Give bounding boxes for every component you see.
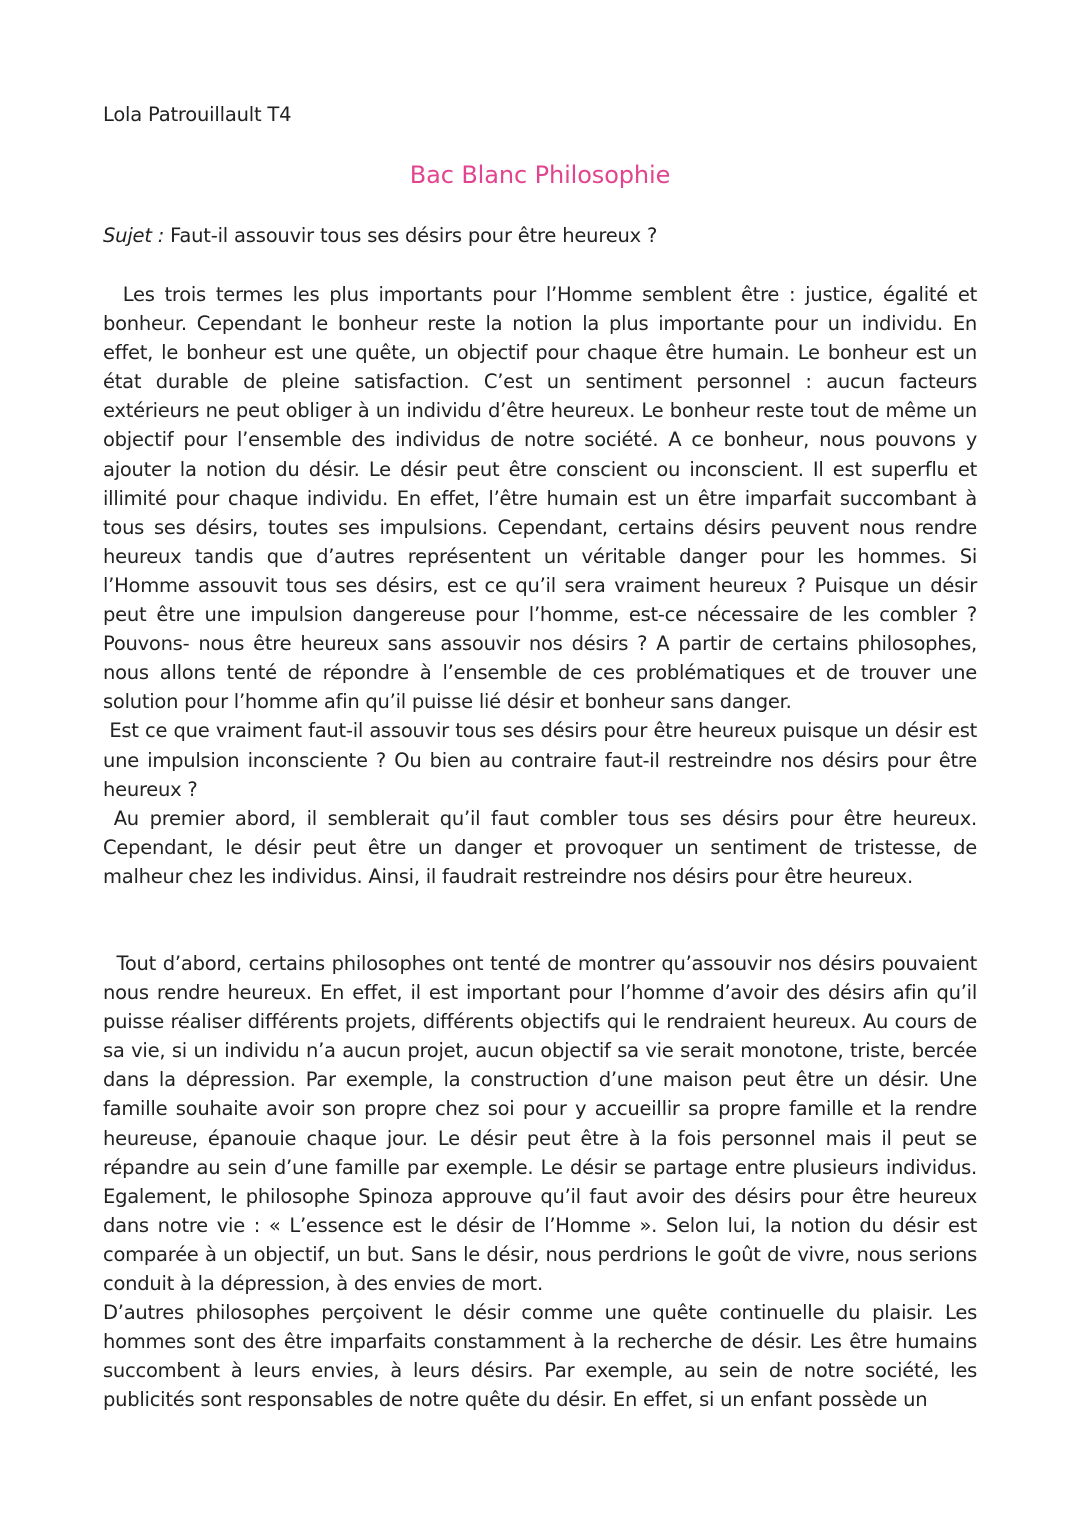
document-title: Bac Blanc Philosophie [409,161,671,189]
subject-line [103,221,977,250]
author-line: Lola Patrouillault T4 [103,103,292,126]
plan-paragraph: Au premier abord, il semblerait qu’il faut combler tous ses désirs pour être heureux. Cependant, le désir peut être un danger et provoquer un sentiment de tristesse, de malheur chez les individus. Ainsi, il faudrait restreindre nos désirs pour être heureux. [103,806,977,888]
intro-paragraph: Les trois termes les plus importants pour l’Homme semblent être : justice, égalité et bonheur. Cependant le bonheur reste la notion la plus importante pour un individu. En effet, le bonheur est une quête, un objectif pour chaque être humain. Le bonheur est un état durable de pleine satisfaction. C’est un sentiment personnel : aucun facteurs extérieurs ne peut obliger à un individu d’être heureux. Le bonheur reste tout de même un objectif pour l’ensemble des individus de notre société. A ce bonheur, nous pouvons y ajouter la notion du désir. Le désir peut être conscient ou inconscient. Il est superflu et illimité pour chaque individu. En effet, l’être humain est un être imparfait succombant à tous ses désirs, toutes ses impulsions. Cependant, certains désirs peuvent nous rendre heureux tandis que d’autres représentent un véritable danger pour les hommes. Si l’Homme assouvit tous ses désirs, est ce qu’il sera vraiment heureux ? Puisque un désir peut être une impulsion dangereuse pour l’homme, est-ce nécessaire de les combler ? Pouvons- nous être heureux sans assouvir nos désirs ? A partir de certains philosophes, nous allons tenté de répondre à l’ensemble de ces problématiques et de trouver une solution pour l’homme afin qu’il puisse lié désir et bonheur sans danger. [103,283,977,714]
problem-paragraph: Est ce que vraiment faut-il assouvir tous ses désirs pour être heureux puisque un désir est une impulsion inconsciente ? Ou bien au contraire faut-il restreindre nos désirs pour être heureux ? [103,719,977,801]
part1-paragraph-a: Tout d’abord, certains philosophes ont tenté de montrer qu’assouvir nos désirs pouvaient nous rendre heureux. En effet, il est important pour l’homme d’avoir des désirs afin qu’il puisse réaliser différents projets, différents objectifs qui le rendraient heureux. Au cours de sa vie, si un individu n’a aucun projet, aucun objectif sa vie serait monotone, triste, bercée dans la dépression. Par exemple, la construction d’une maison peut être un désir. Une famille souhaite avoir son propre chez soi pour y accueillir sa propre famille et la rendre heureuse, épanouie chaque jour. Le désir peut être à la fois personnel mais il peut se répandre au sein d’une famille par exemple. Le désir se partage entre plusieurs individus. Egalement, le philosophe Spinoza approuve qu’il faut avoir des désirs pour être heureux dans notre vie : « L’essence est le désir de l’Homme ». Selon lui, la notion du désir est comparée à un objectif, un but. Sans le désir, nous perdrions le goût de vivre, nous serions conduit à la dépression, à des envies de mort. [103,951,977,1295]
document-page [103,100,977,1414]
subject-label: Sujet : [103,224,165,247]
subject-text: Faut-il assouvir tous ses désirs pour être heureux ? [170,224,658,247]
part1-paragraph-b: D’autres philosophes perçoivent le désir comme une quête continuelle du plaisir. Les hommes sont des être imparfaits constamment à la recherche de désir. Les être humains succombent à leurs envies, à leurs désirs. Par exemple, au sein de notre société, les publicités sont responsables de notre quête du désir. En effet, si un enfant possède un [103,1301,977,1412]
